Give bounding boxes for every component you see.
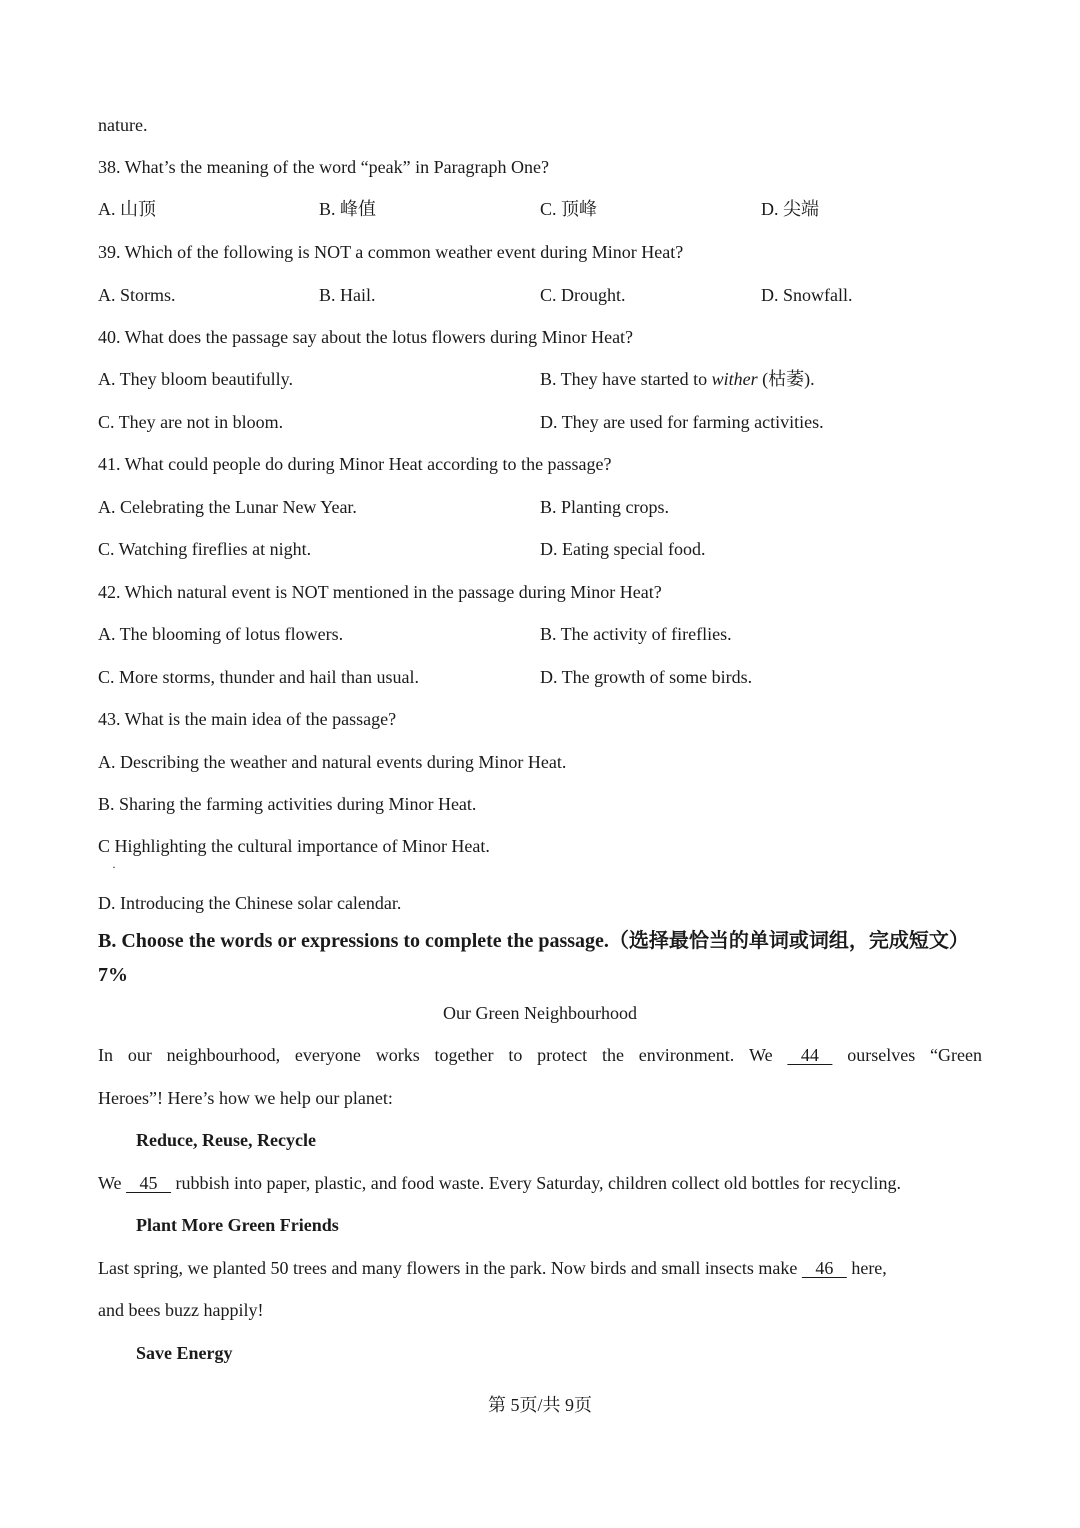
section-b-heading: B. Choose the words or expressions to complete the passage.（选择最恰当的单词或词组，完成短文）7% [98,930,969,986]
word: works [375,1045,420,1065]
line-46-after: here, [846,1258,887,1278]
option-42-a: A. The blooming of lotus flowers. [98,624,344,644]
page-footer: 第 5页/共 9页 [487,1395,592,1415]
option-43-a: A. Describing the weather and natural events during Minor Heat. [98,752,567,772]
option-41-b: B. Planting crops. [540,497,669,517]
line-46-cont: and bees buzz happily! [98,1300,264,1320]
subheading-reduce: Reduce, Reuse, Recycle [136,1130,316,1150]
subheading-plant: Plant More Green Friends [136,1215,339,1235]
subheading-energy: Save Energy [136,1343,233,1363]
question-40: 40. What does the passage say about the lotus flowers during Minor Heat? [98,327,634,347]
question-39: 39. Which of the following is NOT a common weather event during Minor Heat? [98,242,684,262]
word: everyone [294,1045,361,1065]
option-38-d: D. 尖端 [761,199,819,219]
passage-title: Our Green Neighbourhood [443,1003,637,1023]
option-39-a: A. Storms. [98,285,176,305]
blank-45[interactable]: 45 [126,1173,172,1193]
option-41-d: D. Eating special food. [540,539,706,559]
word: our [127,1045,152,1065]
line-46-before: Last spring, we planted 50 trees and many flowers in the park. Now birds and small insects make [98,1258,802,1278]
stray-dot: · [112,860,116,874]
question-41: 41. What could people do during Minor Heat according to the passage? [98,454,612,474]
word: “Green [930,1045,982,1065]
question-42: 42. Which natural event is NOT mentioned in the passage during Minor Heat? [98,582,662,602]
intro-line-2: Heroes”! Here’s how we help our planet: [98,1088,393,1108]
line-45 [98,1171,901,1195]
option-39-c: C. Drought. [540,285,626,305]
word: We [749,1045,773,1065]
option-39-d: D. Snowfall. [761,285,853,305]
option-40-a: A. They bloom beautifully. [98,369,293,389]
option-41-a: A. Celebrating the Lunar New Year. [98,497,357,517]
option-39-b: B. Hail. [319,285,376,305]
word: neighbourhood, [166,1045,281,1065]
word: environment. [638,1045,735,1065]
word: In [98,1045,113,1065]
option-40-b-text: B. They have started to [540,369,708,389]
text-fragment: nature. [98,115,148,135]
question-38: 38. What’s the meaning of the word “peak” in Paragraph One? [98,157,550,177]
option-43-c: C Highlighting the cultural importance of Minor Heat. [98,836,490,856]
blank-44[interactable]: 44 [787,1045,833,1065]
option-42-c: C. More storms, thunder and hail than usual. [98,667,419,687]
option-40-c: C. They are not in bloom. [98,412,284,432]
option-38-a: A. 山顶 [98,199,156,219]
option-40-b-italic: wither [711,369,758,389]
option-42-b: B. The activity of fireflies. [540,624,732,644]
option-40-d: D. They are used for farming activities. [540,412,824,432]
word: ourselves [847,1045,916,1065]
option-42-d: D. The growth of some birds. [540,667,753,687]
line-45-before: We [98,1173,127,1193]
option-38-b: B. 峰值 [319,199,377,219]
option-40-b [540,367,815,391]
word: protect [537,1045,588,1065]
line-45-after: rubbish into paper, plastic, and food waste. Every Saturday, children collect old bottles for recycling. [171,1173,901,1193]
word: to [508,1045,523,1065]
option-40-b-tail: (枯萎). [757,369,815,389]
option-43-b: B. Sharing the farming activities during Minor Heat. [98,794,477,814]
line-46 [98,1256,887,1280]
option-43-d: D. Introducing the Chinese solar calendar. [98,893,402,913]
blank-46[interactable]: 46 [801,1258,847,1278]
intro-line-1 [98,1043,982,1067]
option-38-c: C. 顶峰 [540,199,598,219]
word: together [434,1045,494,1065]
option-41-c: C. Watching fireflies at night. [98,539,312,559]
word: the [601,1045,624,1065]
question-43: 43. What is the main idea of the passage? [98,709,397,729]
